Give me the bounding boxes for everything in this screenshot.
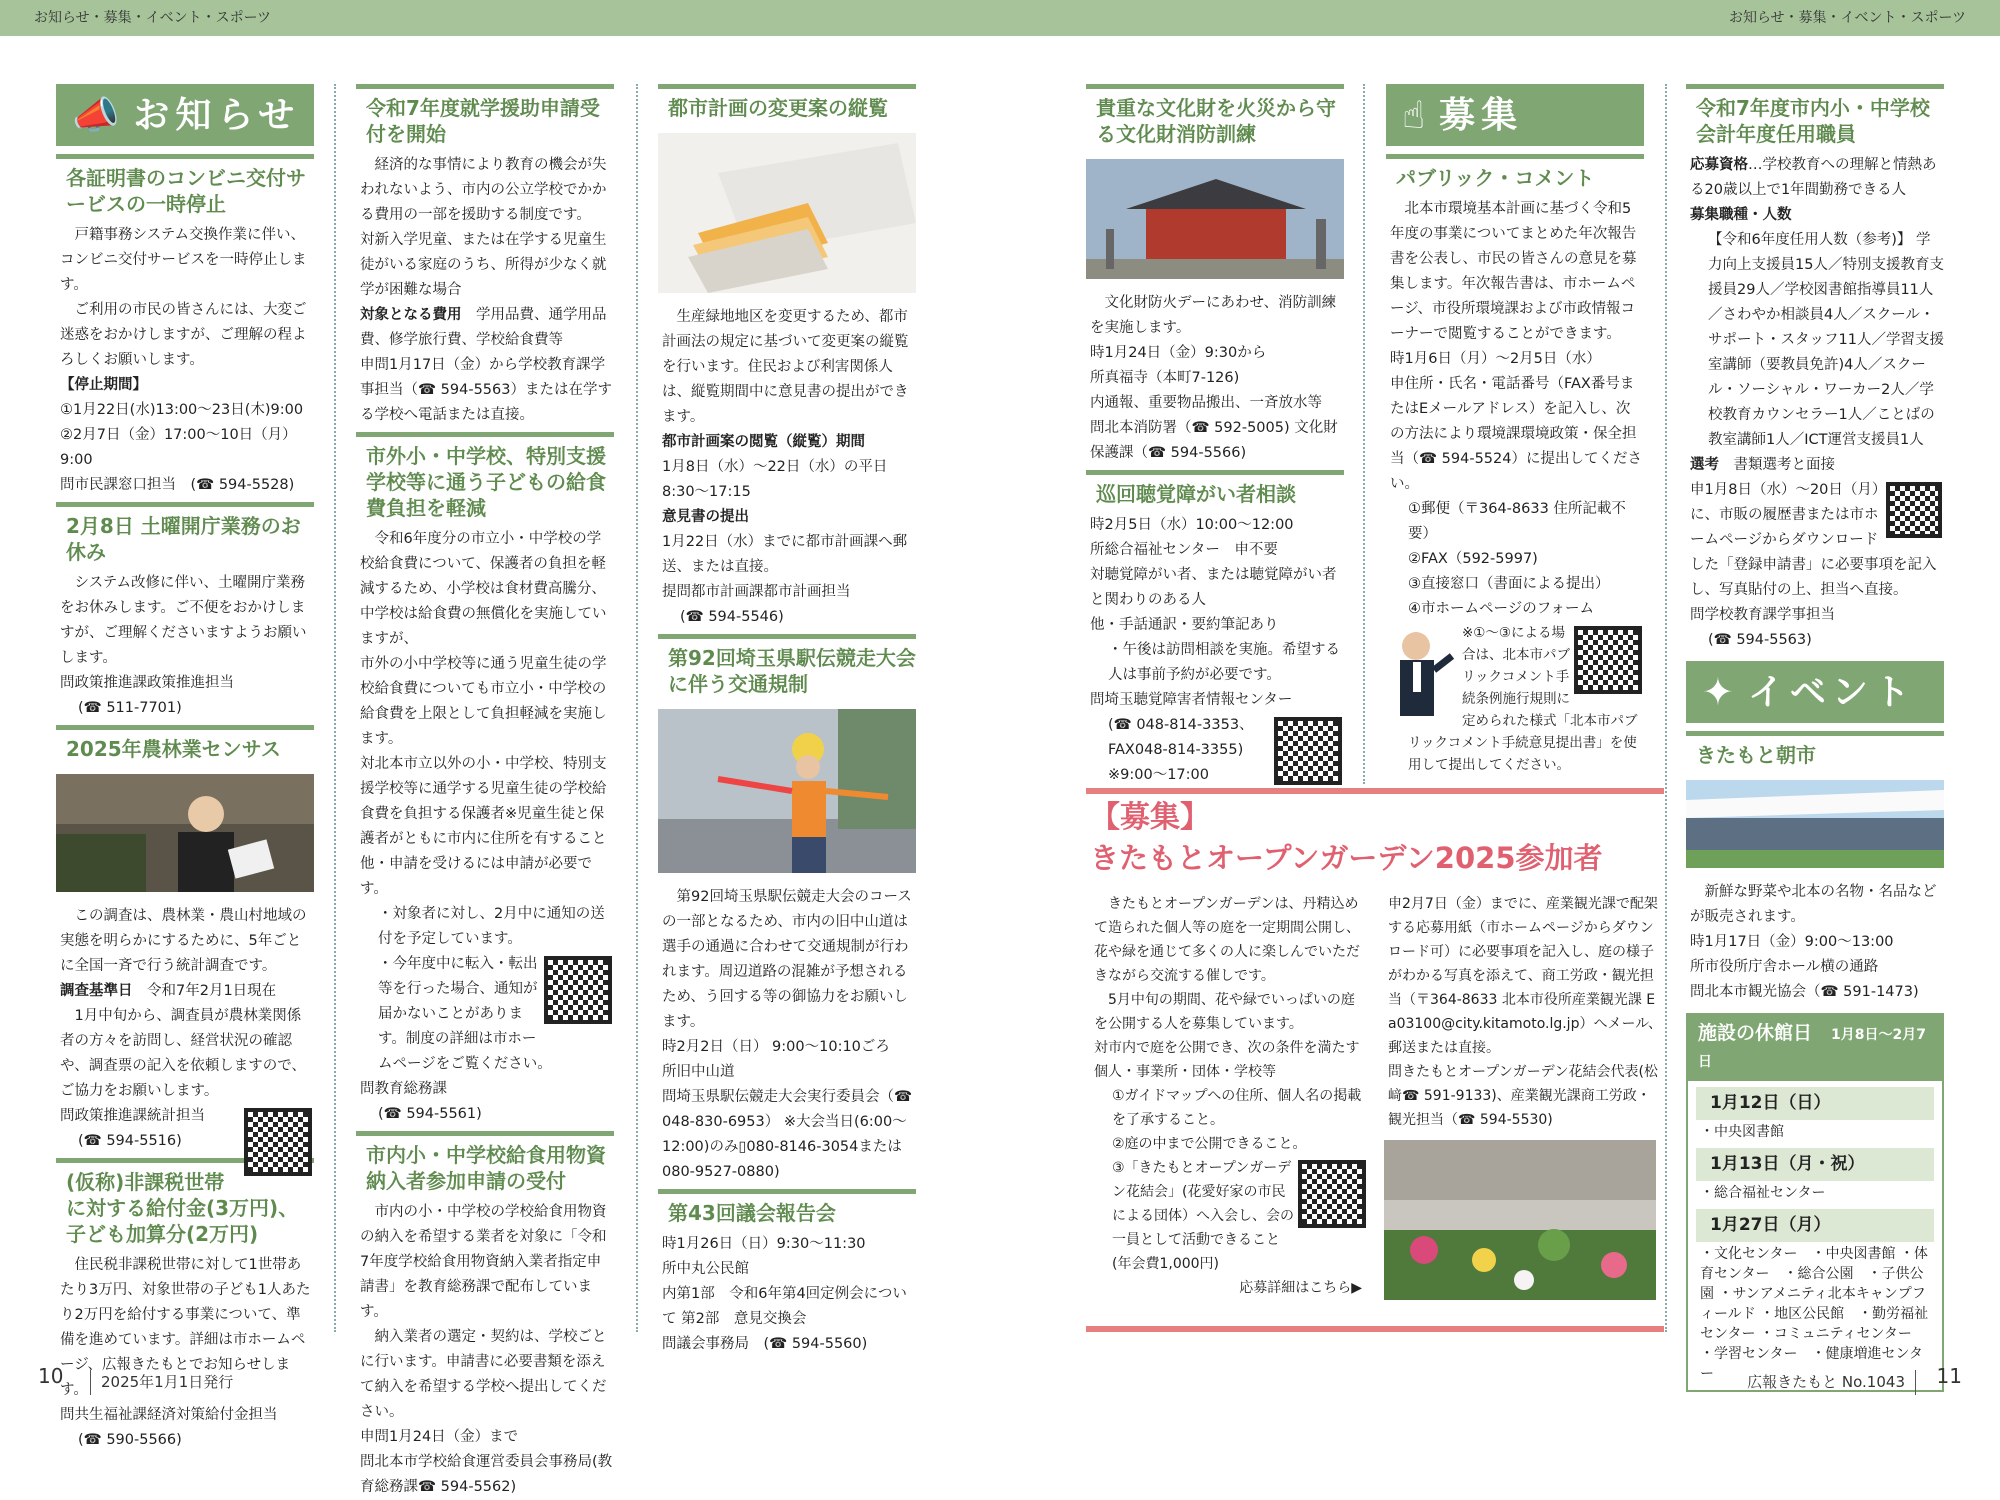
qr-code[interactable] (1886, 482, 1942, 538)
apply: 申1月8日（水）～20日（月）に、市販の履歴書または市ホームページからダウンロードした「登録申請書」に必要事項を記入し、写真貼付の上、担当へ直接。 (1690, 482, 1937, 598)
page-number-right: 11 (1936, 1364, 1962, 1388)
label: 選考 (1690, 457, 1719, 473)
column-3 (658, 84, 916, 1357)
other: 他・申請を受けるには申請が必要です。 (360, 856, 592, 897)
holiday-date: 1月27日（月） (1696, 1209, 1934, 1242)
holiday-box (1686, 1013, 1944, 1392)
header-right: お知らせ・募集・イベント・スポーツ (1728, 10, 1966, 26)
section-heading: 巡回聴覚障がい者相談 (1086, 470, 1344, 513)
method: ③直接窓口（書面による提出） (1408, 576, 1610, 592)
contact: 問教育総務課 (360, 1081, 447, 1097)
column-6 (1686, 84, 1944, 1392)
contact: 問学校教育課学事担当 (1690, 607, 1835, 623)
date: 時1月26日（日）9:30～11:30 (662, 1236, 866, 1252)
column-4 (1086, 84, 1344, 789)
text: 学用品費、通学用品費、修学旅行費、学校給食費等 (360, 307, 607, 348)
temple-drill-photo (1086, 159, 1344, 279)
paragraph: 生産緑地地区を変更するため、都市計画法の規定に基づいて変更案の縦覧を行います。住民および利害関係人は、縦覧期間中に意見書の提出ができます。 (662, 309, 909, 425)
garden-left (1090, 892, 1368, 1300)
section-heading: 第43回議会報告会 (658, 1189, 916, 1232)
divider (334, 84, 336, 1332)
holiday-facilities: ・総合福祉センター (1700, 1185, 1826, 1201)
text: ②2月7日（金）17:00～10日（月）9:00 (60, 427, 297, 468)
phone: (☎ 594-5561) (378, 1106, 482, 1122)
other: ・対象者に対し、2月中に通知の送付を予定しています。 (378, 906, 605, 947)
date: 時1月24日（金）9:30から (1090, 345, 1267, 361)
method: ④市ホームページのフォーム (1408, 601, 1594, 617)
morning-market-photo (1686, 780, 1944, 868)
text: 書類選考と面接 (1733, 457, 1835, 473)
holiday-facilities: ・文化センター ・中央図書館 ・体育センター ・総合公園 ・子供公園 ・サンアメニティ北本キャンプフィールド ・地区公民館 ・勤労福祉センター ・コミュニティセンター ・学習センター ・健康増進センター (1700, 1246, 1929, 1382)
place: 所真福寺（本町7-126) (1090, 370, 1240, 386)
pink-rule-top (1086, 788, 1664, 794)
condition: ①ガイドマップへの住所、個人名の掲載を了承すること。 (1112, 1088, 1362, 1128)
paragraph: 北本市環境基本計画に基づく令和5年度の事業についてまとめた年次報告書を公表し、市民の皆さんの意見を募集します。年次報告書は、市ホームページ、市役所環境課および市政情報コーナーで閲覧することができます。 (1390, 201, 1637, 342)
qr-code[interactable] (1274, 717, 1342, 785)
contact: 問きたもとオープンガーデン花結会代表(松﨑☎ 591-9133)、産業観光課商工労政・観光担当（☎ 594-5530) (1388, 1064, 1658, 1128)
paragraph: 新鮮な野菜や北本の名物・名品などが販売されます。 (1690, 884, 1937, 925)
paragraph: 納入業者の選定・契約は、学校ごとに行います。申請書に必要書類を添えて納入を希望する学校へ提出してください。 (360, 1329, 607, 1420)
place: 所中丸公民館 (662, 1261, 749, 1277)
megaphone-icon: 📣 (72, 92, 120, 137)
text: 1月22日（水）までに都市計画課へ郵送、または直接。 (662, 534, 908, 575)
date: 時2月5日（水）10:00～12:00 (1090, 517, 1294, 533)
contact: 問北本市観光協会（☎ 591-1473) (1690, 984, 1919, 1000)
phone: (☎ 511-7701) (78, 700, 182, 716)
qr-code[interactable] (1574, 626, 1642, 694)
phone: (☎ 590-5566) (78, 1432, 182, 1448)
label: 【停止期間】 (60, 377, 147, 393)
paragraph: きたもとオープンガーデンは、丹精込めて造られた個人等の庭を一定期間公開し、花や緑を通じて多くの人に楽しんでいただきながら交流する催しです。 (1094, 896, 1360, 984)
method: ②FAX（592-5997) (1408, 551, 1538, 567)
traffic-guard-photo (658, 709, 916, 873)
date: 時1月6日（月）～2月5日（水） (1390, 351, 1601, 367)
more-link[interactable]: 応募詳細はこちら▶ (1239, 1280, 1362, 1296)
paragraph: 文化財防火デーにあわせ、消防訓練を実施します。 (1090, 295, 1337, 336)
section-heading: 市内小・中学校給食用物資納入者参加申請の受付 (356, 1131, 614, 1200)
target: 対聴覚障がい者、または聴覚障がい者と関わりのある人 (1090, 567, 1337, 608)
contact: 問議会事務局 (☎ 594-5560) (662, 1336, 868, 1352)
garden-title (1090, 798, 1664, 878)
event-banner: ✦ イベント (1686, 661, 1944, 723)
sparkle-icon: ✦ (1702, 669, 1734, 714)
section-heading: (仮称)非課税世帯に対する給付金(3万円)、子ども加算分(2万円) (56, 1158, 314, 1253)
column-1 (56, 84, 314, 1453)
contact: 問北本消防署（☎ 592-5005) 文化財保護課（☎ 594-5566) (1090, 420, 1338, 461)
paragraph: システム改修に伴い、土曜開庁業務をお休みします。ご不便をおかけしますが、ご理解くださいますようお願いします。 (60, 575, 307, 666)
date: 時1月17日（金）9:00～13:00 (1690, 934, 1894, 950)
holiday-header: 施設の休館日 1月8日～2月7日 (1688, 1015, 1942, 1081)
garden-photo (1384, 1140, 1656, 1300)
label: 調査基準日 (60, 983, 133, 999)
paragraph: 市内の小・中学校の学校給食用物資の納入を希望する業者を対象に「令和7年度学校給食用物資納入業者指定申請書」を教育総務課で配布しています。 (360, 1204, 607, 1320)
qr-code[interactable] (544, 956, 612, 1024)
paragraph: 5月中旬の期間、花や緑でいっぱいの庭を公開する人を募集しています。 (1094, 992, 1355, 1032)
section-heading: 2月8日 土曜開庁業務のお休み (56, 502, 314, 571)
other: ・今年度中に転入・転出等を行った場合、通知が届かないことがあります。制度の詳細は市ホームページをご覧ください。 (378, 956, 552, 1072)
note: ※①～③による場合は、北本市パブリックコメント手続条例施行規則に定められた様式「北本市パブリックコメント手続意見提出書」を使用して提出してください。 (1408, 625, 1638, 773)
paragraph: 経済的な事情により教育の機会が失われないよう、市内の公立学校でかかる費用の一部を援助する制度です。 (360, 157, 607, 223)
top-bar (0, 0, 2000, 36)
other: 他・手話通訳・要約筆記あり (1090, 617, 1279, 633)
hours: ※9:00～17:00 (1108, 767, 1209, 783)
holiday-facilities: ・中央図書館 (1700, 1124, 1784, 1140)
condition: ②庭の中まで公開できること。 (1112, 1136, 1307, 1152)
label: 募集職種・人数 (1690, 207, 1792, 223)
condition: ③「きたもとオープンガーデン花結会」(花愛好家の市民による団体）へ入会し、会の一員として活動できること(年会費1,000円) (1112, 1160, 1294, 1272)
contact: 問埼玉県駅伝競走大会実行委員会（☎ 048-830-6953） ※大会当日(6:00～12:00)のみ▯080-8146-3054または080-9527-0880) (662, 1089, 913, 1180)
column-2 (356, 84, 614, 1500)
header-left: お知らせ・募集・イベント・スポーツ (34, 10, 272, 26)
content: 内通報、重要物品搬出、一斉放水等 (1090, 395, 1322, 411)
census-photo (56, 774, 314, 892)
label: 応募資格 (1690, 157, 1748, 173)
phone: (☎ 594-5563) (1708, 632, 1812, 648)
apply: 申2月7日（金）までに、産業観光課で配架する応募用紙（市ホームページからダウンロード可）に必要事項を記入し、庭の様子がわかる写真を添えて、商工労政・観光担当（〒364-8633 北本市役所産業観光課 E a03100@city.kitamoto.lg.jp）へメール、郵送または直接。 (1388, 896, 1663, 1056)
section-heading: 貴重な文化財を火災から守る文化財消防訓練 (1086, 84, 1344, 153)
holiday-date: 1月12日（日） (1696, 1087, 1934, 1120)
paragraph: 令和6年度分の市立小・中学校の学校給食費について、保護者の負担を軽減するため、小学校は食材費高騰分、中学校は給食費の無償化を実施していますが、 (360, 531, 607, 647)
paragraph: 第92回埼玉県駅伝競走大会のコースの一部となるため、市内の旧中山道は選手の通過に合わせて交通規制が行われます。周辺道路の混雑が予想されるため、う回する等の御協力をお願いします。 (662, 889, 912, 1030)
section-heading: 市外小・中学校、特別支援学校等に通う子どもの給食費負担を軽減 (356, 432, 614, 527)
paragraph: ご利用の市民の皆さんには、大変ご迷惑をおかけしますが、ご理解の程よろしくお願いします。 (60, 302, 307, 368)
oshirase-banner: 📣 お知らせ (56, 84, 314, 146)
contact: 問市民課窓口担当 (☎ 594-5528) (60, 477, 295, 493)
text: …学校教育への理解と情熱ある20歳以上で1年間勤務できる人 (1690, 157, 1937, 198)
place: 所市役所庁舎ホール横の通路 (1690, 959, 1879, 975)
phone: (☎ 048-814-3353、 (1108, 717, 1254, 733)
label: 対象となる費用 (360, 307, 462, 323)
paragraph: 住民税非課税世帯に対して1世帯あたり3万円、対象世帯の子ども1人あたり2万円を給付する事業について、準備を進めています。詳細は市ホームページ、広報きたもとでお知らせします。 (60, 1257, 311, 1398)
qr-code[interactable] (244, 1108, 312, 1176)
section-heading: パブリック・コメント (1386, 154, 1644, 197)
contact: 問政策推進課統計担当 (60, 1108, 205, 1124)
contact: 問政策推進課政策推進担当 (60, 675, 234, 691)
target: 対新入学児童、または在学する児童生徒がいる家庭のうち、所得が少なく就学が困難な場合 (360, 232, 607, 298)
section-heading: 都市計画の変更案の縦覧 (658, 84, 916, 127)
label: 意見書の提出 (662, 509, 749, 525)
pointing-hand-icon: ☝ (1402, 92, 1426, 137)
man-pointing-illustration (1386, 626, 1456, 716)
holiday-date: 1月13日（月・祝） (1696, 1148, 1934, 1181)
method: ①郵便（〒364-8633 住所記載不要） (1408, 501, 1626, 542)
target: 対北本市立以外の小・中学校、特別支援学校等に通学する児童生徒の学校給食費を負担する保護者※児童生徒と保護者がともに市内に住所を有すること (360, 756, 607, 847)
garden-title-2: きたもとオープンガーデン2025参加者 (1090, 841, 1603, 875)
paragraph: 1月中旬から、調査員が農林業関係者の方々を訪問し、経営状況の確認や、調査票の記入を依頼しますので、ご協力をお願いします。 (60, 1008, 306, 1099)
issue-date: 2025年1月1日発行 (90, 1370, 233, 1395)
apply: 申問1月17日（金）から学校教育課学事担当（☎ 594-5563）または在学する学校へ電話または直接。 (360, 357, 612, 423)
fax: FAX048-814-3355) (1108, 742, 1244, 758)
text: 1月8日（水）～22日（水）の平日 8:30～17:15 (662, 459, 888, 500)
label: 都市計画案の閲覧（縦覧）期間 (662, 434, 865, 450)
documents-photo (658, 133, 916, 293)
section-heading: 第92回埼玉県駅伝競走大会に伴う交通規制 (658, 634, 916, 703)
section-heading: 令和7年度就学援助申請受付を開始 (356, 84, 614, 153)
phone: (☎ 594-5546) (680, 609, 784, 625)
section-heading: きたもと朝市 (1686, 731, 1944, 774)
publication-title: 広報きたもと No.1043 (1747, 1370, 1916, 1395)
text: ①1月22日(水)13:00～23日(木)9:00 (60, 402, 304, 418)
place: 所旧中山道 (662, 1064, 735, 1080)
divider (1363, 84, 1365, 784)
column-5 (1386, 84, 1644, 776)
deadline: 申問1月24日（金）まで (360, 1429, 519, 1445)
text: 令和7年2月1日現在 (147, 983, 277, 999)
section-heading: 各証明書のコンビニ交付サービスの一時停止 (56, 154, 314, 223)
pink-rule-bottom (1086, 1326, 1664, 1332)
paragraph: この調査は、農林業・農山村地域の実態を明らかにするために、5年ごとに全国一斉で行う統計調査です。 (60, 908, 307, 974)
contact: 問埼玉聴覚障害者情報センター (1090, 692, 1293, 708)
paragraph: 市外の小中学校等に通う児童生徒の学校給食費についても市立小・中学校の給食費を上限として負担軽減を実施します。 (360, 656, 607, 747)
date: 時2月2日（日） 9:00～10:10ごろ (662, 1039, 890, 1055)
section-heading: 令和7年度市内小・中学校会計年度任用職員 (1686, 84, 1944, 153)
divider (1665, 84, 1667, 1332)
place: 所総合福祉センター 申不要 (1090, 542, 1278, 558)
text: 【令和6年度任用人数（参考)】 学力向上支援員15人／特別支援教育支援員29人／学校図書館指導員11人／さわやか相談員4人／スクール・サポート・スタッフ11人／学習支援室講師（要教員免許)4人／スクール・ソーシャル・ワーカー2人／学校教育カウンセラー1人／ことばの教室講師1人／ICT運営支援員1人 (1708, 232, 1944, 448)
target: 対市内で庭を公開でき、次の条件を満たす個人・事業所・団体・学校等 (1094, 1040, 1360, 1080)
contact: 提問都市計画課都市計画担当 (662, 584, 851, 600)
divider (636, 84, 638, 1332)
other: ・午後は訪問相談を実施。希望する人は事前予約が必要です。 (1108, 642, 1340, 683)
boshu-banner: ☝ 募集 (1386, 84, 1644, 146)
paragraph: 戸籍事務システム交換作業に伴い、コンビニ交付サービスを一時停止します。 (60, 227, 307, 293)
page-number-left: 10 (38, 1364, 64, 1388)
apply: 申住所・氏名・電話番号（FAX番号またはEメールアドレス）を記入し、次の方法により環境課環境政策・保全担当（☎ 594-5524）に提出してください。 (1390, 376, 1642, 492)
content: 内第1部 令和6年第4回定例会について 第2部 意見交換会 (662, 1286, 907, 1327)
section-heading: 2025年農林業センサス (56, 725, 314, 768)
garden-title-1: 【募集】 (1090, 800, 1210, 835)
phone: (☎ 594-5516) (78, 1133, 182, 1149)
garden-right (1384, 892, 1664, 1300)
contact: 問北本市学校給食運営委員会事務局(教育総務課☎ 594-5562) (360, 1454, 613, 1495)
qr-code[interactable] (1298, 1160, 1366, 1228)
contact: 問共生福祉課経済対策給付金担当 (60, 1407, 278, 1423)
